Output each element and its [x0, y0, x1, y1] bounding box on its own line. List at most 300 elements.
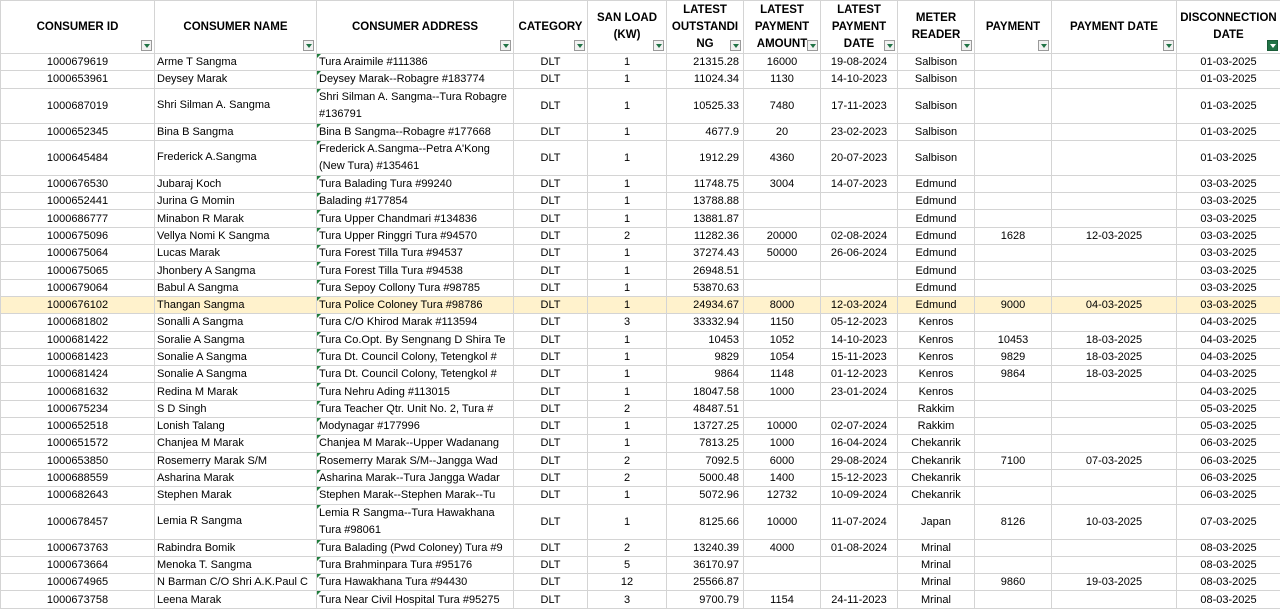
cell-payment-date[interactable]: 18-03-2025: [1052, 348, 1177, 365]
cell-disconnection-date[interactable]: 03-03-2025: [1177, 245, 1280, 262]
cell-consumer-id[interactable]: 1000673664: [1, 556, 155, 573]
cell-payment[interactable]: 9000: [975, 296, 1052, 313]
cell-latest-outstanding[interactable]: 37274.43: [667, 245, 744, 262]
cell-meter-reader[interactable]: Edmund: [898, 245, 975, 262]
cell-category[interactable]: DLT: [514, 366, 588, 383]
cell-disconnection-date[interactable]: 03-03-2025: [1177, 262, 1280, 279]
cell-latest-payment-date[interactable]: 02-07-2024: [821, 418, 898, 435]
cell-latest-payment-date[interactable]: 01-12-2023: [821, 366, 898, 383]
cell-disconnection-date[interactable]: 05-03-2025: [1177, 418, 1280, 435]
cell-latest-payment-amount[interactable]: 1000: [744, 435, 821, 452]
cell-consumer-id[interactable]: 1000679064: [1, 279, 155, 296]
cell-category[interactable]: DLT: [514, 123, 588, 140]
cell-latest-payment-amount[interactable]: 1154: [744, 591, 821, 608]
cell-consumer-id[interactable]: 1000674965: [1, 574, 155, 591]
cell-consumer-address[interactable]: Stephen Marak--Stephen Marak--Tu: [317, 487, 514, 504]
cell-payment-date[interactable]: [1052, 383, 1177, 400]
cell-disconnection-date[interactable]: 01-03-2025: [1177, 71, 1280, 88]
cell-latest-payment-date[interactable]: 01-08-2024: [821, 539, 898, 556]
cell-san-load[interactable]: 1: [588, 193, 667, 210]
cell-latest-outstanding[interactable]: 13788.88: [667, 193, 744, 210]
cell-consumer-id[interactable]: 1000681632: [1, 383, 155, 400]
cell-meter-reader[interactable]: Edmund: [898, 175, 975, 192]
cell-payment-date[interactable]: [1052, 123, 1177, 140]
cell-latest-payment-date[interactable]: 12-03-2024: [821, 296, 898, 313]
cell-meter-reader[interactable]: Salbison: [898, 71, 975, 88]
cell-san-load[interactable]: 1: [588, 279, 667, 296]
cell-category[interactable]: DLT: [514, 435, 588, 452]
cell-consumer-address[interactable]: Tura Balading Tura #99240: [317, 175, 514, 192]
cell-latest-outstanding[interactable]: 5000.48: [667, 469, 744, 486]
cell-consumer-id[interactable]: 1000681424: [1, 366, 155, 383]
cell-payment[interactable]: [975, 539, 1052, 556]
cell-latest-payment-date[interactable]: 02-08-2024: [821, 227, 898, 244]
cell-payment[interactable]: 10453: [975, 331, 1052, 348]
cell-consumer-address[interactable]: Lemia R Sangma--Tura Hawakhana Tura #98061: [317, 504, 514, 539]
header-latest-payment-date[interactable]: [821, 1, 898, 54]
cell-consumer-name[interactable]: S D Singh: [155, 400, 317, 417]
cell-latest-payment-date[interactable]: 23-01-2024: [821, 383, 898, 400]
cell-latest-outstanding[interactable]: 4677.9: [667, 123, 744, 140]
table-row[interactable]: [1, 123, 1280, 140]
cell-meter-reader[interactable]: Kenros: [898, 348, 975, 365]
cell-meter-reader[interactable]: Salbison: [898, 54, 975, 71]
cell-consumer-address[interactable]: Frederick A.Sangma--Petra A'Kong (New Tura) #135461: [317, 140, 514, 175]
cell-category[interactable]: DLT: [514, 54, 588, 71]
cell-consumer-address[interactable]: Shri Silman A. Sangma--Tura Robagre #136791: [317, 88, 514, 123]
cell-consumer-address[interactable]: Tura Co.Opt. By Sengnang D Shira Te: [317, 331, 514, 348]
cell-disconnection-date[interactable]: 07-03-2025: [1177, 504, 1280, 539]
cell-payment-date[interactable]: 07-03-2025: [1052, 452, 1177, 469]
cell-consumer-id[interactable]: 1000675096: [1, 227, 155, 244]
cell-category[interactable]: DLT: [514, 504, 588, 539]
header-payment[interactable]: [975, 1, 1052, 54]
cell-consumer-name[interactable]: Menoka T. Sangma: [155, 556, 317, 573]
filter-dropdown-icon[interactable]: [141, 40, 152, 51]
cell-san-load[interactable]: 1: [588, 123, 667, 140]
cell-payment-date[interactable]: [1052, 418, 1177, 435]
cell-payment[interactable]: [975, 175, 1052, 192]
cell-consumer-address[interactable]: Tura Brahminpara Tura #95176: [317, 556, 514, 573]
cell-category[interactable]: DLT: [514, 210, 588, 227]
cell-san-load[interactable]: 1: [588, 348, 667, 365]
cell-consumer-name[interactable]: Minabon R Marak: [155, 210, 317, 227]
cell-category[interactable]: DLT: [514, 314, 588, 331]
cell-payment[interactable]: 1628: [975, 227, 1052, 244]
cell-latest-payment-date[interactable]: [821, 279, 898, 296]
cell-category[interactable]: DLT: [514, 452, 588, 469]
cell-disconnection-date[interactable]: 01-03-2025: [1177, 140, 1280, 175]
cell-payment[interactable]: 9829: [975, 348, 1052, 365]
cell-consumer-name[interactable]: Deysey Marak: [155, 71, 317, 88]
filter-dropdown-icon[interactable]: [807, 40, 818, 51]
cell-meter-reader[interactable]: Edmund: [898, 227, 975, 244]
cell-consumer-address[interactable]: Modynagar #177996: [317, 418, 514, 435]
cell-latest-outstanding[interactable]: 9829: [667, 348, 744, 365]
cell-san-load[interactable]: 2: [588, 539, 667, 556]
cell-latest-payment-amount[interactable]: 3004: [744, 175, 821, 192]
cell-latest-payment-amount[interactable]: [744, 574, 821, 591]
cell-consumer-address[interactable]: Deysey Marak--Robagre #183774: [317, 71, 514, 88]
cell-consumer-id[interactable]: 1000682643: [1, 487, 155, 504]
cell-payment-date[interactable]: [1052, 140, 1177, 175]
cell-latest-payment-amount[interactable]: 1130: [744, 71, 821, 88]
cell-payment-date[interactable]: [1052, 175, 1177, 192]
cell-disconnection-date[interactable]: 04-03-2025: [1177, 331, 1280, 348]
cell-payment[interactable]: [975, 314, 1052, 331]
cell-payment-date[interactable]: 18-03-2025: [1052, 366, 1177, 383]
cell-category[interactable]: DLT: [514, 140, 588, 175]
cell-category[interactable]: DLT: [514, 193, 588, 210]
cell-payment-date[interactable]: [1052, 487, 1177, 504]
cell-category[interactable]: DLT: [514, 262, 588, 279]
cell-san-load[interactable]: 1: [588, 504, 667, 539]
cell-category[interactable]: DLT: [514, 279, 588, 296]
cell-payment-date[interactable]: 12-03-2025: [1052, 227, 1177, 244]
cell-meter-reader[interactable]: Chekanrik: [898, 487, 975, 504]
cell-latest-payment-date[interactable]: 20-07-2023: [821, 140, 898, 175]
cell-disconnection-date[interactable]: 08-03-2025: [1177, 591, 1280, 608]
cell-consumer-name[interactable]: Rabindra Bomik: [155, 539, 317, 556]
cell-payment[interactable]: 7100: [975, 452, 1052, 469]
cell-latest-payment-amount[interactable]: 12732: [744, 487, 821, 504]
cell-disconnection-date[interactable]: 03-03-2025: [1177, 175, 1280, 192]
cell-consumer-name[interactable]: Soralie A Sangma: [155, 331, 317, 348]
cell-category[interactable]: DLT: [514, 331, 588, 348]
header-meter-reader[interactable]: [898, 1, 975, 54]
cell-latest-payment-amount[interactable]: 8000: [744, 296, 821, 313]
table-row[interactable]: [1, 331, 1280, 348]
cell-san-load[interactable]: 1: [588, 175, 667, 192]
cell-latest-outstanding[interactable]: 53870.63: [667, 279, 744, 296]
cell-consumer-id[interactable]: 1000681802: [1, 314, 155, 331]
cell-consumer-id[interactable]: 1000652345: [1, 123, 155, 140]
cell-payment-date[interactable]: 18-03-2025: [1052, 331, 1177, 348]
cell-latest-payment-amount[interactable]: [744, 400, 821, 417]
cell-consumer-id[interactable]: 1000652441: [1, 193, 155, 210]
cell-disconnection-date[interactable]: 04-03-2025: [1177, 383, 1280, 400]
cell-consumer-id[interactable]: 1000651572: [1, 435, 155, 452]
cell-san-load[interactable]: 1: [588, 435, 667, 452]
cell-latest-outstanding[interactable]: 10525.33: [667, 88, 744, 123]
cell-meter-reader[interactable]: Salbison: [898, 123, 975, 140]
cell-meter-reader[interactable]: Japan: [898, 504, 975, 539]
cell-san-load[interactable]: 2: [588, 469, 667, 486]
cell-payment-date[interactable]: [1052, 591, 1177, 608]
cell-disconnection-date[interactable]: 03-03-2025: [1177, 279, 1280, 296]
cell-san-load[interactable]: 1: [588, 418, 667, 435]
cell-consumer-id[interactable]: 1000688559: [1, 469, 155, 486]
table-row[interactable]: [1, 383, 1280, 400]
cell-consumer-name[interactable]: Rosemerry Marak S/M: [155, 452, 317, 469]
cell-consumer-name[interactable]: Lucas Marak: [155, 245, 317, 262]
cell-latest-outstanding[interactable]: 7092.5: [667, 452, 744, 469]
cell-latest-payment-amount[interactable]: 16000: [744, 54, 821, 71]
cell-san-load[interactable]: 1: [588, 245, 667, 262]
cell-latest-payment-amount[interactable]: 20000: [744, 227, 821, 244]
header-san-load[interactable]: [588, 1, 667, 54]
cell-latest-payment-date[interactable]: 17-11-2023: [821, 88, 898, 123]
cell-category[interactable]: DLT: [514, 418, 588, 435]
cell-consumer-name[interactable]: Asharina Marak: [155, 469, 317, 486]
cell-san-load[interactable]: 3: [588, 591, 667, 608]
cell-consumer-address[interactable]: Tura Dt. Council Colony, Tetengkol #: [317, 348, 514, 365]
cell-latest-payment-date[interactable]: 15-11-2023: [821, 348, 898, 365]
filter-dropdown-icon[interactable]: [1163, 40, 1174, 51]
cell-meter-reader[interactable]: Mrinal: [898, 591, 975, 608]
cell-san-load[interactable]: 1: [588, 262, 667, 279]
cell-meter-reader[interactable]: Kenros: [898, 366, 975, 383]
cell-latest-outstanding[interactable]: 11748.75: [667, 175, 744, 192]
cell-disconnection-date[interactable]: 01-03-2025: [1177, 88, 1280, 123]
cell-consumer-address[interactable]: Rosemerry Marak S/M--Jangga Wad: [317, 452, 514, 469]
table-row[interactable]: [1, 193, 1280, 210]
cell-latest-payment-date[interactable]: [821, 556, 898, 573]
filter-dropdown-icon[interactable]: [574, 40, 585, 51]
cell-consumer-name[interactable]: Leena Marak: [155, 591, 317, 608]
cell-payment[interactable]: 9864: [975, 366, 1052, 383]
cell-consumer-address[interactable]: Chanjea M Marak--Upper Wadanang: [317, 435, 514, 452]
cell-payment-date[interactable]: 04-03-2025: [1052, 296, 1177, 313]
cell-meter-reader[interactable]: Edmund: [898, 279, 975, 296]
table-row[interactable]: [1, 296, 1280, 313]
cell-payment[interactable]: [975, 71, 1052, 88]
cell-consumer-name[interactable]: Redina M Marak: [155, 383, 317, 400]
table-row[interactable]: [1, 539, 1280, 556]
cell-payment[interactable]: 9860: [975, 574, 1052, 591]
cell-payment[interactable]: [975, 262, 1052, 279]
table-row[interactable]: [1, 175, 1280, 192]
cell-payment-date[interactable]: [1052, 54, 1177, 71]
cell-consumer-id[interactable]: 1000673763: [1, 539, 155, 556]
cell-payment[interactable]: [975, 123, 1052, 140]
cell-consumer-name[interactable]: Jubaraj Koch: [155, 175, 317, 192]
cell-category[interactable]: DLT: [514, 227, 588, 244]
cell-meter-reader[interactable]: Edmund: [898, 210, 975, 227]
header-consumer-id[interactable]: [1, 1, 155, 54]
cell-latest-outstanding[interactable]: 25566.87: [667, 574, 744, 591]
cell-san-load[interactable]: 12: [588, 574, 667, 591]
cell-payment-date[interactable]: [1052, 539, 1177, 556]
cell-consumer-id[interactable]: 1000653850: [1, 452, 155, 469]
cell-consumer-id[interactable]: 1000681422: [1, 331, 155, 348]
cell-category[interactable]: DLT: [514, 591, 588, 608]
cell-consumer-id[interactable]: 1000676102: [1, 296, 155, 313]
cell-consumer-address[interactable]: Tura Hawakhana Tura #94430: [317, 574, 514, 591]
cell-disconnection-date[interactable]: 03-03-2025: [1177, 296, 1280, 313]
cell-consumer-name[interactable]: Jurina G Momin: [155, 193, 317, 210]
filter-active-icon[interactable]: [1267, 40, 1278, 51]
cell-payment-date[interactable]: [1052, 262, 1177, 279]
table-row[interactable]: [1, 487, 1280, 504]
cell-latest-payment-amount[interactable]: 1052: [744, 331, 821, 348]
cell-payment[interactable]: [975, 487, 1052, 504]
table-row[interactable]: [1, 348, 1280, 365]
cell-latest-payment-date[interactable]: [821, 210, 898, 227]
cell-latest-payment-amount[interactable]: 50000: [744, 245, 821, 262]
cell-consumer-id[interactable]: 1000675065: [1, 262, 155, 279]
cell-meter-reader[interactable]: Chekanrik: [898, 469, 975, 486]
cell-san-load[interactable]: 1: [588, 366, 667, 383]
cell-latest-payment-amount[interactable]: 1400: [744, 469, 821, 486]
cell-category[interactable]: DLT: [514, 383, 588, 400]
cell-meter-reader[interactable]: Kenros: [898, 331, 975, 348]
cell-latest-payment-amount[interactable]: 7480: [744, 88, 821, 123]
cell-consumer-address[interactable]: Tura Upper Chandmari #134836: [317, 210, 514, 227]
cell-latest-outstanding[interactable]: 1912.29: [667, 140, 744, 175]
cell-latest-payment-date[interactable]: 26-06-2024: [821, 245, 898, 262]
cell-consumer-address[interactable]: Tura Sepoy Collony Tura #98785: [317, 279, 514, 296]
header-category[interactable]: [514, 1, 588, 54]
cell-payment[interactable]: [975, 54, 1052, 71]
table-row[interactable]: [1, 591, 1280, 608]
table-row[interactable]: [1, 314, 1280, 331]
table-row[interactable]: [1, 140, 1280, 175]
cell-latest-payment-amount[interactable]: 10000: [744, 418, 821, 435]
cell-latest-payment-amount[interactable]: [744, 279, 821, 296]
cell-latest-payment-amount[interactable]: 20: [744, 123, 821, 140]
cell-payment[interactable]: [975, 193, 1052, 210]
cell-consumer-name[interactable]: Frederick A.Sangma: [155, 140, 317, 175]
cell-san-load[interactable]: 1: [588, 140, 667, 175]
cell-consumer-name[interactable]: Chanjea M Marak: [155, 435, 317, 452]
table-row[interactable]: [1, 574, 1280, 591]
cell-consumer-name[interactable]: Lonish Talang: [155, 418, 317, 435]
cell-consumer-name[interactable]: Arme T Sangma: [155, 54, 317, 71]
cell-consumer-id[interactable]: 1000678457: [1, 504, 155, 539]
cell-latest-payment-amount[interactable]: [744, 262, 821, 279]
cell-category[interactable]: DLT: [514, 469, 588, 486]
cell-latest-outstanding[interactable]: 5072.96: [667, 487, 744, 504]
header-latest-payment-amount[interactable]: [744, 1, 821, 54]
cell-category[interactable]: DLT: [514, 348, 588, 365]
cell-san-load[interactable]: 2: [588, 227, 667, 244]
cell-latest-outstanding[interactable]: 18047.58: [667, 383, 744, 400]
cell-disconnection-date[interactable]: 03-03-2025: [1177, 193, 1280, 210]
cell-payment-date[interactable]: [1052, 314, 1177, 331]
cell-consumer-address[interactable]: Tura Dt. Council Colony, Tetengkol #: [317, 366, 514, 383]
table-row[interactable]: [1, 469, 1280, 486]
cell-disconnection-date[interactable]: 06-03-2025: [1177, 435, 1280, 452]
cell-consumer-id[interactable]: 1000681423: [1, 348, 155, 365]
cell-disconnection-date[interactable]: 04-03-2025: [1177, 314, 1280, 331]
table-row[interactable]: [1, 71, 1280, 88]
cell-payment[interactable]: [975, 435, 1052, 452]
cell-meter-reader[interactable]: Edmund: [898, 296, 975, 313]
cell-consumer-address[interactable]: Tura Near Civil Hospital Tura #95275: [317, 591, 514, 608]
cell-san-load[interactable]: 5: [588, 556, 667, 573]
cell-latest-payment-date[interactable]: [821, 262, 898, 279]
cell-latest-payment-amount[interactable]: 6000: [744, 452, 821, 469]
cell-category[interactable]: DLT: [514, 245, 588, 262]
cell-meter-reader[interactable]: Mrinal: [898, 556, 975, 573]
cell-category[interactable]: DLT: [514, 400, 588, 417]
cell-latest-payment-date[interactable]: [821, 574, 898, 591]
header-consumer-name[interactable]: [155, 1, 317, 54]
cell-latest-payment-date[interactable]: 24-11-2023: [821, 591, 898, 608]
table-row[interactable]: [1, 418, 1280, 435]
cell-disconnection-date[interactable]: 08-03-2025: [1177, 574, 1280, 591]
cell-disconnection-date[interactable]: 03-03-2025: [1177, 210, 1280, 227]
cell-disconnection-date[interactable]: 03-03-2025: [1177, 227, 1280, 244]
filter-dropdown-icon[interactable]: [303, 40, 314, 51]
cell-meter-reader[interactable]: Mrinal: [898, 539, 975, 556]
cell-latest-payment-amount[interactable]: [744, 556, 821, 573]
cell-meter-reader[interactable]: Edmund: [898, 193, 975, 210]
cell-latest-outstanding[interactable]: 13727.25: [667, 418, 744, 435]
cell-san-load[interactable]: 3: [588, 314, 667, 331]
cell-latest-payment-date[interactable]: 10-09-2024: [821, 487, 898, 504]
cell-disconnection-date[interactable]: 06-03-2025: [1177, 452, 1280, 469]
cell-disconnection-date[interactable]: 06-03-2025: [1177, 469, 1280, 486]
cell-disconnection-date[interactable]: 04-03-2025: [1177, 366, 1280, 383]
cell-payment-date[interactable]: [1052, 279, 1177, 296]
cell-payment[interactable]: 8126: [975, 504, 1052, 539]
cell-san-load[interactable]: 1: [588, 71, 667, 88]
cell-payment[interactable]: [975, 591, 1052, 608]
table-row[interactable]: [1, 504, 1280, 539]
cell-consumer-name[interactable]: Lemia R Sangma: [155, 504, 317, 539]
table-row[interactable]: [1, 279, 1280, 296]
cell-latest-payment-date[interactable]: 11-07-2024: [821, 504, 898, 539]
cell-category[interactable]: DLT: [514, 175, 588, 192]
cell-payment-date[interactable]: [1052, 435, 1177, 452]
cell-san-load[interactable]: 1: [588, 487, 667, 504]
cell-consumer-id[interactable]: 1000687019: [1, 88, 155, 123]
cell-latest-payment-amount[interactable]: [744, 193, 821, 210]
cell-meter-reader[interactable]: Rakkim: [898, 418, 975, 435]
cell-latest-payment-date[interactable]: 16-04-2024: [821, 435, 898, 452]
cell-meter-reader[interactable]: Kenros: [898, 383, 975, 400]
cell-disconnection-date[interactable]: 08-03-2025: [1177, 556, 1280, 573]
cell-latest-outstanding[interactable]: 24934.67: [667, 296, 744, 313]
cell-meter-reader[interactable]: Salbison: [898, 140, 975, 175]
cell-consumer-address[interactable]: Tura Araimile #111386: [317, 54, 514, 71]
cell-payment-date[interactable]: [1052, 245, 1177, 262]
cell-san-load[interactable]: 1: [588, 383, 667, 400]
table-row[interactable]: [1, 88, 1280, 123]
cell-latest-payment-date[interactable]: [821, 400, 898, 417]
cell-meter-reader[interactable]: Rakkim: [898, 400, 975, 417]
cell-consumer-name[interactable]: Babul A Sangma: [155, 279, 317, 296]
cell-consumer-address[interactable]: Tura C/O Khirod Marak #113594: [317, 314, 514, 331]
cell-latest-payment-date[interactable]: 23-02-2023: [821, 123, 898, 140]
cell-latest-payment-date[interactable]: 05-12-2023: [821, 314, 898, 331]
cell-san-load[interactable]: 2: [588, 400, 667, 417]
cell-consumer-id[interactable]: 1000673758: [1, 591, 155, 608]
cell-consumer-id[interactable]: 1000675234: [1, 400, 155, 417]
cell-latest-payment-date[interactable]: 14-10-2023: [821, 331, 898, 348]
cell-payment[interactable]: [975, 279, 1052, 296]
cell-meter-reader[interactable]: Chekanrik: [898, 435, 975, 452]
filter-dropdown-icon[interactable]: [653, 40, 664, 51]
table-row[interactable]: [1, 262, 1280, 279]
cell-consumer-name[interactable]: Sonalie A Sangma: [155, 366, 317, 383]
cell-latest-payment-amount[interactable]: 1150: [744, 314, 821, 331]
cell-consumer-id[interactable]: 1000653961: [1, 71, 155, 88]
cell-category[interactable]: DLT: [514, 88, 588, 123]
cell-consumer-address[interactable]: Tura Forest Tilla Tura #94538: [317, 262, 514, 279]
cell-latest-outstanding[interactable]: 48487.51: [667, 400, 744, 417]
cell-category[interactable]: DLT: [514, 556, 588, 573]
cell-meter-reader[interactable]: Salbison: [898, 88, 975, 123]
filter-dropdown-icon[interactable]: [884, 40, 895, 51]
cell-disconnection-date[interactable]: 05-03-2025: [1177, 400, 1280, 417]
cell-disconnection-date[interactable]: 01-03-2025: [1177, 123, 1280, 140]
cell-latest-payment-amount[interactable]: 1000: [744, 383, 821, 400]
cell-latest-payment-amount[interactable]: 1054: [744, 348, 821, 365]
cell-payment[interactable]: [975, 140, 1052, 175]
